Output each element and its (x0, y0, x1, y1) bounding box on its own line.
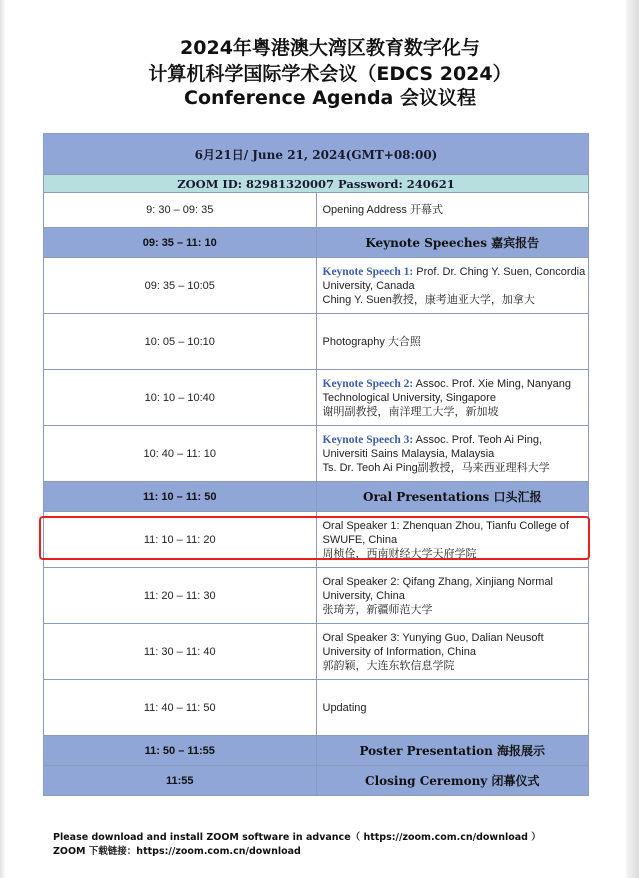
title-line-3: Conference Agenda 会议议程 (184, 87, 476, 109)
page-edge-right (626, 0, 639, 878)
footer-note-1: Please download and install ZOOM software in advance（ https://zoom.com.cn/download ） (53, 832, 541, 843)
oral-speaker-en: Oral Speaker 3: Yunying Guo, Dalian Neusoft University of Information, China (322, 631, 544, 658)
highlight-box (39, 516, 590, 560)
table-row (44, 680, 589, 736)
time-cell: 10: 40 – 11: 10 (44, 426, 317, 482)
opening-address-cell: Opening Address 开幕式 (316, 193, 589, 228)
closing-section-row (44, 766, 589, 796)
date-cell: 6月21日/ June 21, 2024(GMT+08:00) (44, 134, 589, 175)
keynote-label: Keynote Speech 2: (322, 377, 414, 390)
page-edge-left (0, 0, 6, 878)
keynote-speaker: Prof. Dr. Ching Y. Suen, Concordia University, Canada (322, 265, 586, 292)
oral-speaker-cn: 郭韵颖，大连东软信息学院 (322, 659, 455, 672)
keynote-section-heading: Keynote Speeches 嘉宾报告 (316, 228, 589, 258)
time-cell: 10: 10 – 10:40 (44, 370, 317, 426)
keynote-3-cell (316, 426, 589, 482)
closing-heading: Closing Ceremony 闭幕仪式 (316, 766, 589, 796)
table-row (44, 624, 589, 680)
time-cell: 11: 40 – 11: 50 (44, 680, 317, 736)
time-cell: 11: 10 – 11: 50 (44, 482, 317, 512)
updating-cell: Updating (316, 680, 589, 736)
keynote-label: Keynote Speech 1: (322, 265, 414, 278)
photography-cell: Photography 大合照 (316, 314, 589, 370)
table-row (44, 193, 589, 228)
time-cell: 11: 50 – 11:55 (44, 736, 317, 766)
keynote-2-cell (316, 370, 589, 426)
keynote-1-cell (316, 258, 589, 314)
oral-speaker-3-cell (316, 624, 589, 680)
table-row (44, 314, 589, 370)
time-cell: 11: 30 – 11: 40 (44, 624, 317, 680)
time-cell: 9: 30 – 09: 35 (44, 193, 317, 228)
poster-heading: Poster Presentation 海报展示 (316, 736, 589, 766)
keynote-section-row (44, 228, 589, 258)
keynote-speaker: Assoc. Prof. Xie Ming, Nanyang Technological University, Singapore (322, 377, 571, 404)
title-line-2: 计算机科学国际学术会议（EDCS 2024） (148, 63, 512, 85)
oral-speaker-en: Oral Speaker 1: Zhenquan Zhou, Tianfu College of SWUFE, China (322, 519, 569, 546)
oral-section-row (44, 482, 589, 512)
table-row (44, 258, 589, 314)
oral-section-heading: Oral Presentations 口头汇报 (316, 482, 589, 512)
oral-speaker-cn: 张琦芳，新疆师范大学 (322, 603, 433, 616)
table-row (44, 426, 589, 482)
zoom-row (44, 175, 589, 193)
date-row (44, 134, 589, 175)
time-cell: 09: 35 – 11: 10 (44, 228, 317, 258)
keynote-speaker-cn: Ts. Dr. Teoh Ai Ping副教授，马来西亚理科大学 (322, 461, 550, 474)
poster-section-row (44, 736, 589, 766)
oral-speaker-cn: 周桢佺，西南财经大学天府学院 (322, 547, 477, 560)
keynote-speaker-cn: Ching Y. Suen教授，康考迪亚大学，加拿大 (322, 293, 535, 306)
time-cell: 11:55 (44, 766, 317, 796)
table-row (44, 370, 589, 426)
agenda-table (43, 133, 589, 796)
zoom-info-cell: ZOOM ID: 82981320007 Password: 240621 (44, 175, 589, 193)
table-row (44, 568, 589, 624)
keynote-speaker-cn: 谢明副教授，南洋理工大学，新加坡 (322, 405, 499, 418)
title-line-1: 2024年粤港澳大湾区教育数字化与 (180, 37, 480, 59)
time-cell: 11: 20 – 11: 30 (44, 568, 317, 624)
time-cell: 09: 35 – 10:05 (44, 258, 317, 314)
oral-speaker-2-cell (316, 568, 589, 624)
time-cell: 11: 10 – 11: 20 (44, 512, 317, 568)
keynote-label: Keynote Speech 3: (322, 433, 414, 446)
footer-note-2: ZOOM 下载链接：https://zoom.com.cn/download (53, 846, 301, 857)
time-cell: 10: 05 – 10:10 (44, 314, 317, 370)
keynote-speaker: Assoc. Prof. Teoh Ai Ping, Universiti Sains Malaysia, Malaysia (322, 433, 543, 460)
oral-speaker-en: Oral Speaker 2: Qifang Zhang, Xinjiang Normal University, China (322, 575, 554, 602)
